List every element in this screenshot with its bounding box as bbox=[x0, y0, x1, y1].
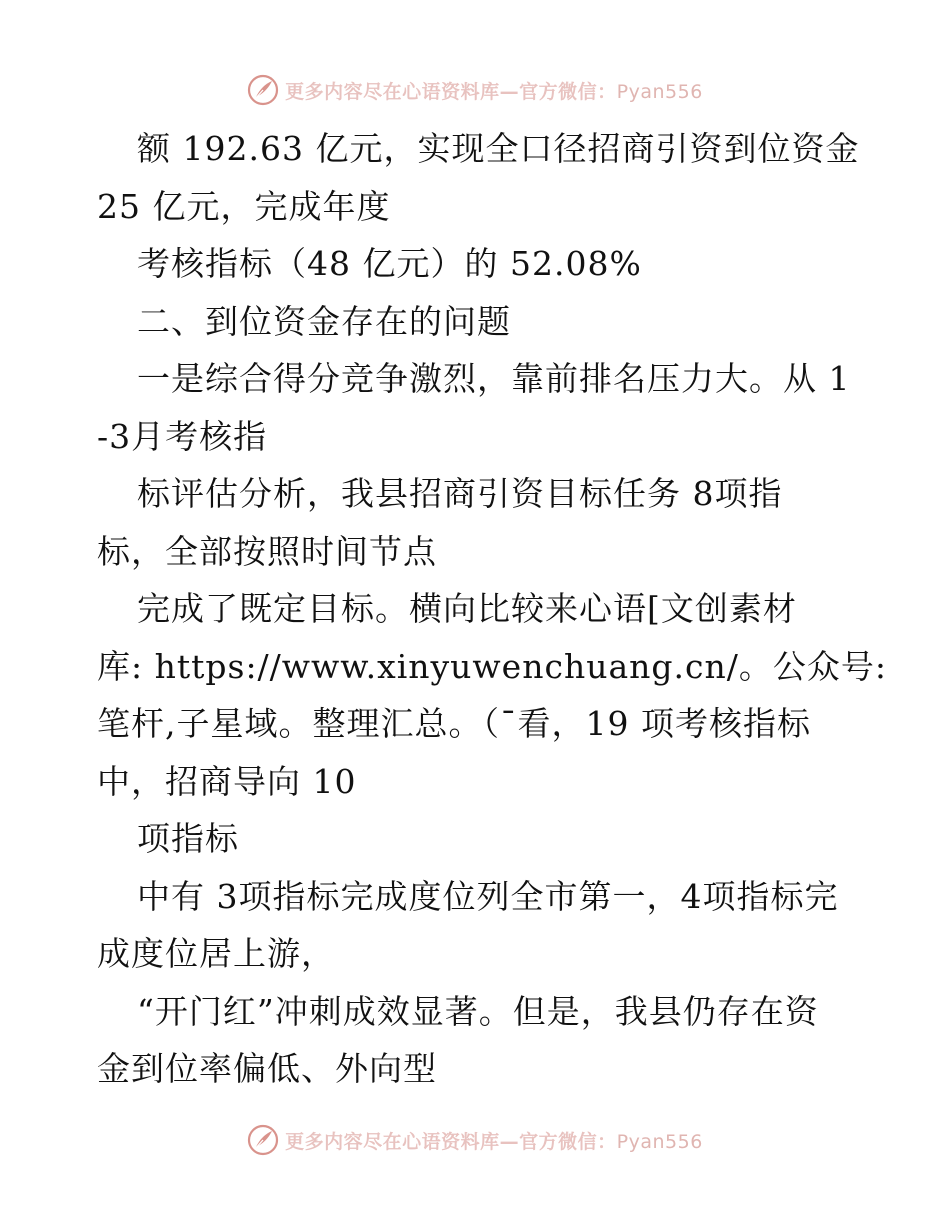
document-body bbox=[97, 120, 887, 1098]
text-line: -3月考核指 bbox=[97, 416, 268, 456]
text-line: 成度位居上游， bbox=[97, 934, 335, 973]
text-line: 笔杆,子星域。整理汇总。（¯看，19 项考核指标 bbox=[97, 704, 811, 743]
text-line: 金到位率偏低、外向型 bbox=[97, 1049, 437, 1088]
text-line: 标评估分析，我县招商引资目标任务 8项指 bbox=[137, 474, 783, 513]
header-watermark bbox=[0, 70, 950, 110]
text-line: 中有 3项指标完成度位列全市第一，4项指标完 bbox=[137, 876, 839, 916]
watermark-text: 更多内容尽在心语资料库—官方微信：Pyan556 bbox=[285, 80, 703, 103]
text-line: 二、到位资金存在的问题 bbox=[137, 301, 511, 341]
text-line: 25 亿元，完成年度 bbox=[97, 186, 391, 226]
text-line: 考核指标（48 亿元）的 52.08% bbox=[137, 244, 642, 283]
text-line: 项指标 bbox=[137, 819, 239, 858]
watermark-text: 更多内容尽在心语资料库—官方微信：Pyan556 bbox=[285, 1130, 703, 1153]
feather-quill-logo bbox=[247, 74, 279, 106]
text-line: 中，招商导向 10 bbox=[97, 761, 357, 801]
text-line: 标，全部按照时间节点 bbox=[97, 531, 437, 571]
footer-watermark bbox=[0, 1120, 950, 1160]
feather-quill-logo bbox=[247, 1124, 279, 1156]
text-line: 完成了既定目标。横向比较来心语[文创素材 bbox=[137, 589, 797, 628]
text-line: 库: https://www.xinyuwenchuang.cn/。公众号: bbox=[97, 646, 887, 686]
text-line: 一是综合得分竞争激烈，靠前排名压力大。从 1 bbox=[137, 359, 851, 398]
text-line: 额 192.63 亿元，实现全口径招商引资到位资金 bbox=[137, 129, 860, 168]
text-line: “开门红”冲刺成效显著。但是，我县仍存在资 bbox=[137, 991, 819, 1031]
